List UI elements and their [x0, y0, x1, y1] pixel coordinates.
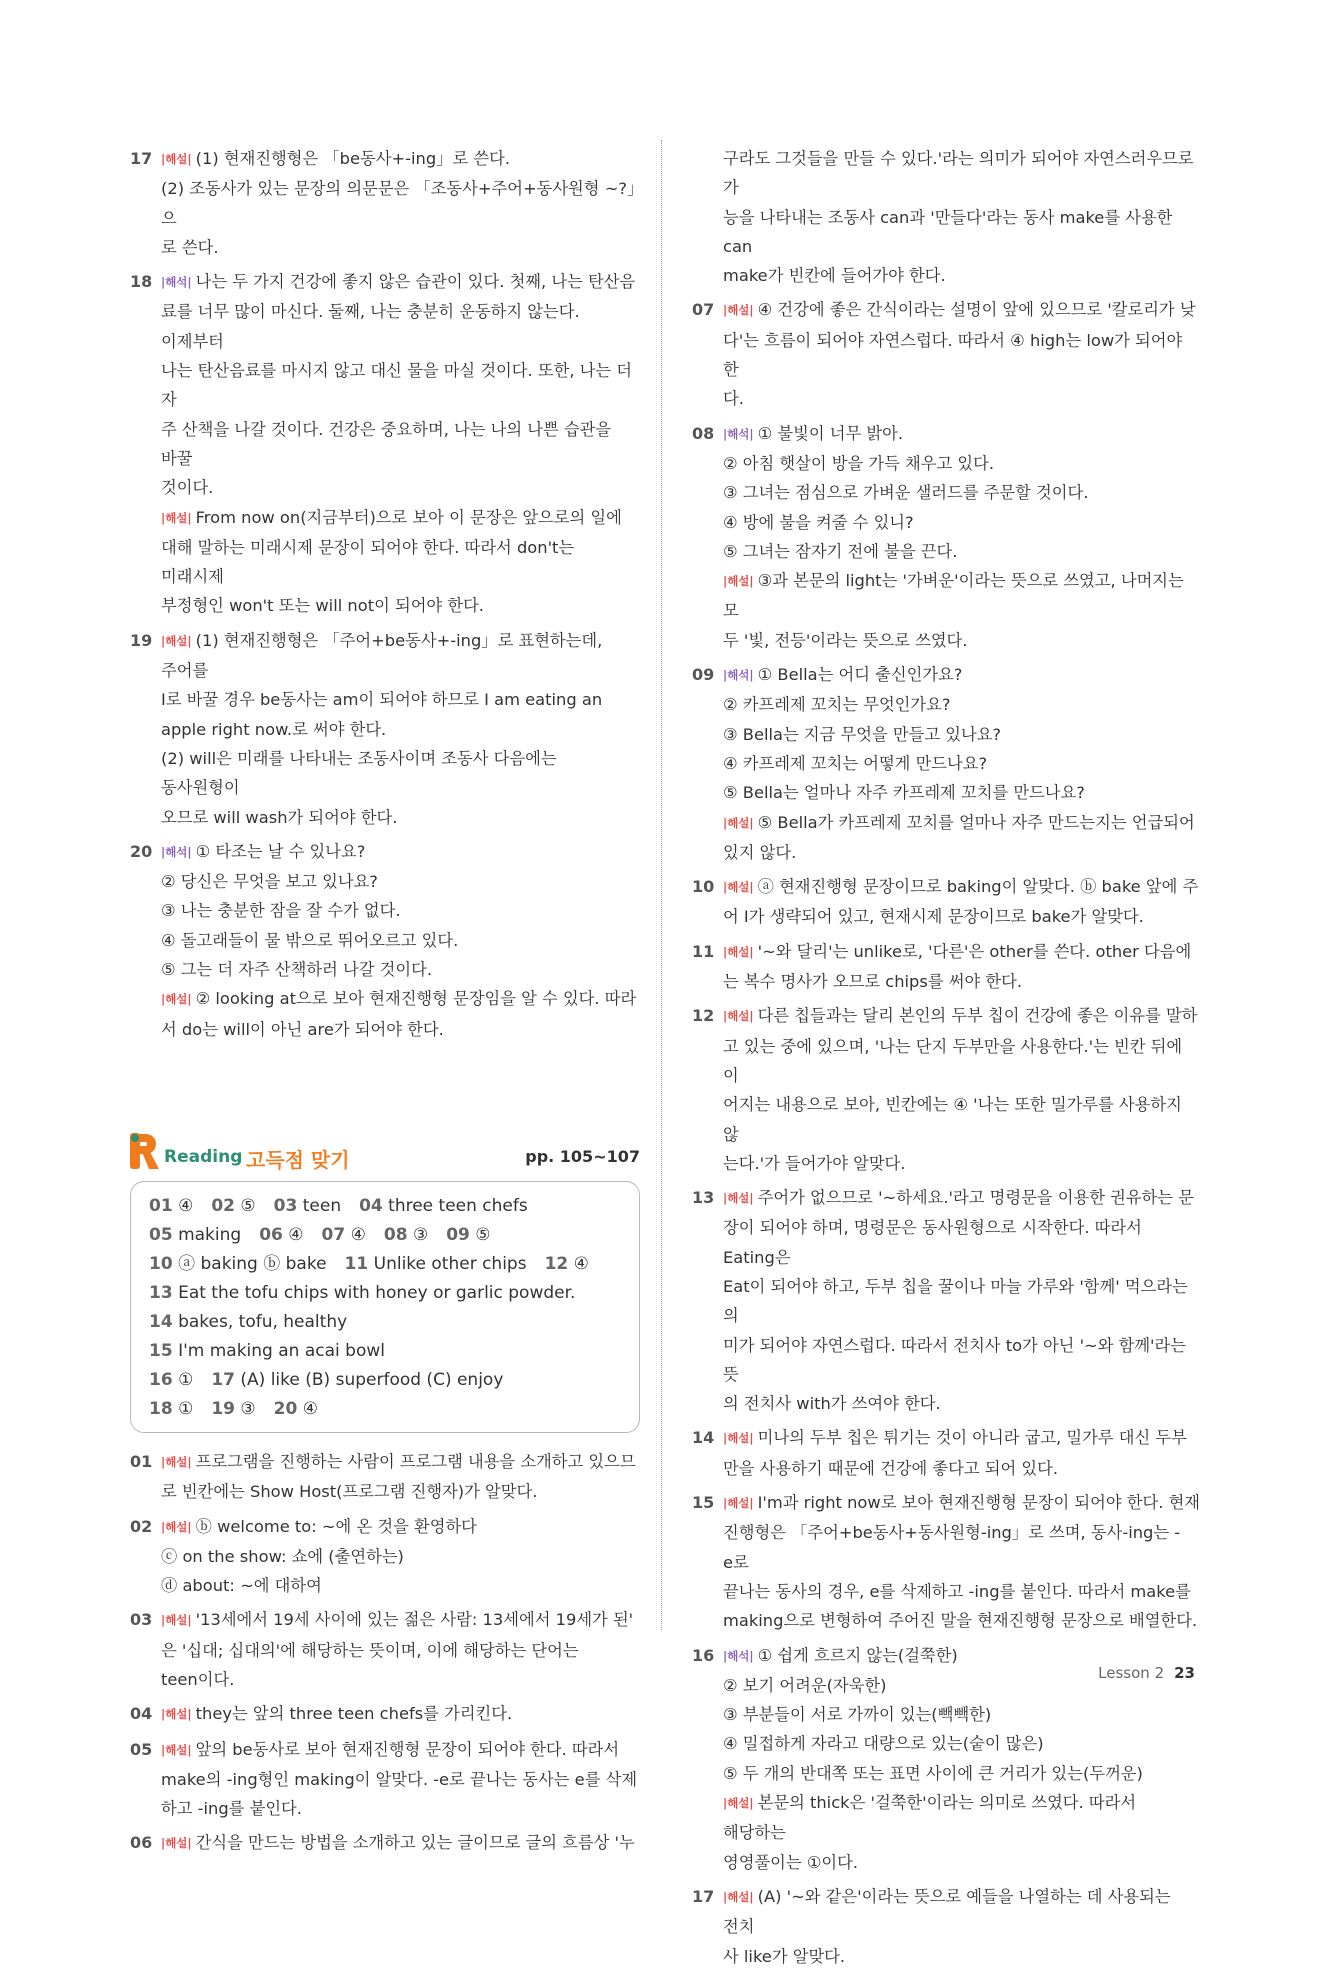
explanation-item [130, 1512, 640, 1601]
text-line [723, 1848, 1202, 1877]
text-line [723, 937, 1202, 967]
explanation-item [692, 660, 1202, 867]
text-line [723, 808, 1202, 838]
text-line [161, 744, 640, 803]
haeseol-tag: |해설| [723, 303, 754, 318]
line-text: (1) 현재진행형은 「주어+be동사+-ing」로 표현하는데, 주어를 [161, 630, 603, 681]
line-text: ⓑ welcome to: ~에 온 것을 환영하다 [195, 1516, 477, 1536]
haeseol-tag: |해설| [161, 1613, 192, 1628]
left-column [130, 144, 640, 1864]
line-text: 다. [723, 389, 744, 409]
line-text: 것이다. [161, 478, 214, 498]
line-text: 앞의 be동사로 보아 현재진행형 문장이 되어야 한다. 따라서 [195, 1739, 620, 1759]
explanation-item [130, 1447, 640, 1507]
line-text: 미가 되어야 자연스럽다. 따라서 전치사 to가 아닌 '~와 함께'라는 뜻 [723, 1335, 1186, 1384]
text-line [723, 1213, 1202, 1272]
text-line [723, 566, 1202, 626]
item-number: 08 [692, 423, 715, 443]
line-text: ④ 방에 불을 켜줄 수 있니? [723, 512, 914, 532]
line-text: ② looking at으로 보아 현재진행형 문장임을 알 수 있다. 따라 [195, 989, 637, 1009]
line-text: they는 앞의 three teen chefs를 가리킨다. [195, 1704, 513, 1724]
text-line: 구라도 그것들을 만들 수 있다.'라는 의미가 되어야 자연스러우므로 가 [723, 149, 1194, 198]
answer-value: ③ [240, 1398, 256, 1419]
text-line [161, 1636, 640, 1695]
answer-number: 01 [149, 1195, 173, 1216]
text-line [723, 1183, 1202, 1213]
text-line [161, 896, 640, 925]
text-line [161, 1699, 640, 1729]
answer-value: Eat the tofu chips with honey or garlic powder. [178, 1282, 576, 1303]
item-number: 12 [692, 1006, 715, 1026]
text-line [723, 295, 1202, 325]
line-text: ② 당신은 무엇을 보고 있나요? [161, 872, 378, 892]
text-line [723, 1272, 1202, 1331]
answer-value: ④ [573, 1253, 589, 1274]
text-line [161, 533, 640, 592]
item-number: 03 [130, 1610, 153, 1630]
answer-number: 14 [149, 1311, 173, 1332]
text-line [723, 626, 1202, 655]
text-line [161, 803, 640, 832]
explanation-item [130, 144, 640, 262]
answer-number: 11 [344, 1253, 369, 1274]
answer-number: 09 [446, 1224, 470, 1245]
haeseol-tag: |해설| [161, 510, 192, 525]
line-text: 프로그램을 진행하는 사람이 프로그램 내용을 소개하고 있으므 [195, 1451, 636, 1471]
line-text: 료를 너무 많이 마신다. 둘째, 나는 충분히 운동하지 않는다. 이제부터 [161, 302, 580, 351]
answer-value: ⑤ [475, 1224, 491, 1245]
text-line [723, 1149, 1202, 1178]
text-line [161, 1735, 640, 1765]
answer-row [149, 1250, 621, 1279]
text-line [723, 660, 1202, 690]
line-text: 간식을 만드는 방법을 소개하고 있는 글이므로 글의 흐름상 '누 [195, 1833, 635, 1853]
text-line [161, 685, 640, 714]
answer-row [149, 1395, 621, 1424]
text-line [723, 720, 1202, 749]
line-text: ④ 카프레제 꼬치는 어떻게 만드나요? [723, 753, 988, 773]
line-text: 사 like가 알맞다. [723, 1946, 846, 1966]
text-line [161, 1828, 640, 1858]
left-explanations-bottom [130, 1447, 640, 1859]
answer-number: 15 [149, 1340, 173, 1361]
line-text: ① Bella는 어디 출신인가요? [757, 665, 963, 685]
line-text: ③ 그녀는 점심으로 가벼운 샐러드를 주문할 것이다. [723, 483, 1089, 503]
explanation-item [130, 267, 640, 621]
haeseok-tag: |해석| [723, 1648, 754, 1663]
line-text: 는다.'가 들어가야 알맞다. [723, 1153, 906, 1173]
line-text: 로 쓴다. [161, 237, 219, 257]
answer-value: ④ [178, 1195, 194, 1216]
line-text: ⑤ Bella가 카프레제 꼬치를 얼마나 자주 만드는지는 언급되어 [757, 812, 1195, 832]
haeseol-tag: |해설| [723, 880, 754, 895]
text-line [723, 1001, 1202, 1031]
item-number: 05 [130, 1739, 153, 1759]
text-line [723, 537, 1202, 566]
haeseol-tag: |해설| [161, 633, 192, 648]
text-line [723, 1700, 1202, 1729]
text-line [161, 955, 640, 984]
text-line [161, 926, 640, 955]
reading-label: Reading [164, 1146, 243, 1167]
line-text: (2) 조동사가 있는 문장의 의문문은 「조동사+주어+동사원형 ~?」으 [161, 179, 636, 228]
explanation-item [130, 1735, 640, 1824]
text-line [161, 503, 640, 533]
text-line [723, 1331, 1202, 1390]
line-text: ④ 밀접하게 자라고 대량으로 있는(숱이 많은) [723, 1734, 1044, 1754]
text-line [161, 1571, 640, 1600]
column-divider [661, 140, 662, 1630]
answer-number: 18 [149, 1398, 173, 1419]
line-text: 주 산책을 나갈 것이다. 건강은 중요하며, 나는 나의 나쁜 습관을 바꿀 [161, 419, 612, 468]
answer-number: 17 [211, 1369, 235, 1390]
answer-value: ③ [412, 1224, 429, 1245]
explanation-item [130, 626, 640, 832]
answer-value: (A) like (B) superfood (C) enjoy [240, 1369, 504, 1390]
text-line [161, 233, 640, 262]
text-line [723, 449, 1202, 478]
text-line [161, 837, 640, 867]
haeseol-tag: |해설| [161, 1707, 192, 1722]
text-line [723, 1942, 1202, 1971]
text-line [723, 872, 1202, 902]
item-number: 18 [130, 272, 153, 292]
line-text: ① 쉽게 흐르지 않는(걸쭉한) [757, 1645, 958, 1665]
answer-number: 19 [211, 1398, 235, 1419]
haeseol-tag: |해설| [161, 152, 192, 166]
line-text: 로 빈칸에는 Show Host(프로그램 진행자)가 알맞다. [161, 1482, 538, 1502]
text-line [161, 1015, 640, 1044]
haeseol-tag: |해설| [723, 574, 754, 589]
haeseol-tag: |해설| [723, 815, 754, 830]
answer-number: 08 [383, 1224, 408, 1245]
item-number: 19 [130, 630, 153, 650]
explanation-item [692, 1882, 1202, 1971]
text-line [161, 1794, 640, 1823]
text-line: make가 빈칸에 들어가야 한다. [723, 266, 946, 286]
answer-value: ① [178, 1369, 194, 1390]
line-text: 있지 않다. [723, 842, 797, 862]
line-text: (A) '~와 같은'이라는 뜻으로 예들을 나열하는 데 사용되는 전치 [723, 1886, 1171, 1937]
line-text: 영영풀이는 ①이다. [723, 1852, 859, 1872]
line-text: 미나의 두부 칩은 튀기는 것이 아니라 굽고, 밀가루 대신 두부 [757, 1428, 1187, 1448]
line-text: 하고 -ing를 붙인다. [161, 1799, 302, 1819]
answer-number: 16 [149, 1369, 173, 1390]
item-number: 10 [692, 877, 715, 897]
text-line [161, 867, 640, 896]
line-text: 다'는 흐름이 되어야 자연스럽다. 따라서 ④ high는 low가 되어야 한 [723, 330, 1183, 380]
text-line [161, 144, 640, 174]
answer-row [149, 1337, 621, 1366]
line-text: 끝나는 동사의 경우, e를 삭제하고 -ing를 붙인다. 따라서 make를 [723, 1581, 1191, 1601]
text-line [723, 1389, 1202, 1418]
haeseol-tag: |해설| [723, 1889, 754, 1904]
text-line [161, 473, 640, 502]
text-line [161, 626, 640, 686]
line-text: ② 카프레제 꼬치는 무엇인가요? [723, 695, 951, 715]
explanation-item [130, 837, 640, 1044]
line-text: 는 복수 명사가 오므로 chips를 써야 한다. [723, 972, 1023, 992]
text-line [723, 384, 1202, 413]
line-text: ② 보기 어려운(자욱한) [723, 1675, 887, 1695]
lesson-label: Lesson 2 [1098, 1664, 1165, 1682]
line-text: ② 아침 햇살이 방을 가득 채우고 있다. [723, 453, 995, 473]
text-line [161, 1542, 640, 1571]
text-line [161, 415, 640, 474]
explanation-item [692, 1001, 1202, 1178]
line-text: ⑤ Bella는 얼마나 자주 카프레제 꼬치를 만드나요? [723, 783, 1085, 803]
explanation-item [692, 1183, 1202, 1418]
line-text: ④ 돌고래들이 물 밖으로 뛰어오르고 있다. [161, 930, 459, 950]
line-text: ⓓ about: ~에 대하여 [161, 1576, 322, 1596]
text-line [723, 1882, 1202, 1942]
text-line [161, 984, 640, 1014]
text-line [723, 1788, 1202, 1848]
line-text: ③ 나는 충분한 잠을 잘 수가 없다. [161, 901, 401, 921]
line-text: 고 있는 중에 있으며, '나는 단지 두부만을 사용한다.'는 빈칸 뒤에 이 [723, 1036, 1183, 1085]
haeseol-tag: |해설| [723, 1431, 754, 1446]
line-text: 대해 말하는 미래시제 문장이 되어야 한다. 따라서 don't는 미래시제 [161, 537, 575, 587]
left-explanations-top [130, 144, 640, 1044]
haeseol-tag: |해설| [161, 1836, 192, 1851]
explanation-item [692, 872, 1202, 932]
line-text: 본문의 thick은 '걸쭉한'이라는 의미로 쓰였다. 따라서 해당하는 [723, 1793, 1137, 1843]
haeseok-tag: |해석| [161, 844, 192, 859]
text-line [723, 902, 1202, 931]
text-line [161, 1447, 640, 1477]
item-number: 09 [692, 665, 715, 685]
explanation-item [692, 295, 1202, 413]
text-line [723, 508, 1202, 537]
item-number: 20 [130, 841, 153, 861]
line-text: 나는 두 가지 건강에 좋지 않은 습관이 있다. 첫째, 나는 탄산음 [195, 272, 636, 292]
text-line [161, 1477, 640, 1506]
text-line [161, 591, 640, 620]
line-text: I'm과 right now로 보아 현재진행형 문장이 되어야 한다. 현재 [757, 1493, 1201, 1513]
text-line [161, 715, 640, 744]
answer-value: ⑤ [240, 1195, 256, 1216]
answer-row [149, 1192, 621, 1221]
text-line [723, 1423, 1202, 1453]
text-line [723, 1090, 1202, 1149]
line-text: 두 '빛, 전등'이라는 뜻으로 쓰였다. [723, 630, 968, 650]
continuation-item [692, 144, 1202, 290]
answer-number: 10 [149, 1253, 173, 1274]
answer-row [149, 1308, 621, 1337]
answer-number: 05 [149, 1224, 173, 1245]
answer-row [149, 1366, 621, 1395]
reading-page-range: pp. 105~107 [525, 1146, 640, 1166]
answer-row [149, 1279, 621, 1308]
haeseol-tag: |해설| [723, 1191, 754, 1206]
line-text: 만을 사용하기 때문에 건강에 좋다고 되어 있다. [723, 1458, 1059, 1478]
line-text: I로 바꿀 경우 be동사는 am이 되어야 하므로 I am eating an [161, 690, 603, 710]
text-line [723, 1606, 1202, 1635]
haeseol-tag: |해설| [723, 1009, 754, 1024]
item-number: 11 [692, 941, 715, 961]
reading-section-header [130, 1133, 640, 1175]
line-text: ⓐ 현재진행형 문장이므로 baking이 알맞다. ⓑ bake 앞에 주 [757, 877, 1199, 897]
text-line [723, 419, 1202, 449]
line-text: (2) will은 미래를 나타내는 조동사이며 조동사 다음에는 동사원형이 [161, 748, 557, 798]
answer-value: Unlike other chips [373, 1253, 527, 1274]
line-text: ⓒ on the show: 쇼에 (출연하는) [161, 1546, 404, 1566]
answer-value: ④ [288, 1224, 304, 1245]
item-number: 16 [692, 1645, 715, 1665]
explanation-item [692, 1423, 1202, 1483]
item-number: 07 [692, 300, 715, 320]
line-text: making으로 변형하여 주어진 말을 현재진행형 문장으로 배열한다. [723, 1611, 1198, 1631]
haeseok-tag: |해석| [161, 275, 192, 290]
haeseok-tag: |해석| [723, 668, 754, 683]
line-text: ① 타조는 날 수 있나요? [195, 841, 366, 861]
text-line [161, 297, 640, 356]
explanation-item [692, 937, 1202, 997]
answer-value: teen [302, 1195, 342, 1216]
line-text: ③ Bella는 지금 무엇을 만들고 있나요? [723, 724, 1002, 744]
text-line [723, 1577, 1202, 1606]
line-text: ④ 건강에 좋은 간식이라는 설명이 앞에 있으므로 '칼로리가 낮 [757, 300, 1196, 320]
answer-value: I'm making an acai bowl [178, 1340, 385, 1361]
item-number: 17 [130, 149, 153, 168]
haeseol-tag: |해설| [161, 1519, 192, 1534]
line-text: '13세에서 19세 사이에 있는 젊은 사람: 13세에서 19세가 된' [195, 1610, 634, 1630]
item-number: 15 [692, 1493, 715, 1513]
answer-key-box [130, 1181, 640, 1433]
item-number: 01 [130, 1451, 153, 1471]
item-number: 17 [692, 1886, 715, 1906]
line-text: 부정형인 won't 또는 will not이 되어야 한다. [161, 596, 484, 616]
line-text: ③과 본문의 light는 '가벼운'이라는 뜻으로 쓰였고, 나머지는 모 [723, 571, 1184, 621]
explanation-item [130, 1605, 640, 1694]
line-text: 서 do는 will이 아닌 are가 되어야 한다. [161, 1019, 444, 1039]
answer-value: ⓐ baking ⓑ bake [178, 1253, 327, 1274]
text-line [723, 1454, 1202, 1483]
haeseol-tag: |해설| [723, 1496, 754, 1511]
text-line [161, 1512, 640, 1542]
haeseol-tag: |해설| [161, 992, 192, 1007]
text-line [723, 1759, 1202, 1788]
page-number: 23 [1174, 1664, 1195, 1682]
text-line [161, 1765, 640, 1794]
answer-number: 06 [259, 1224, 283, 1245]
line-text: From now on(지금부터)으로 보아 이 문장은 앞으로의 일에 [195, 507, 622, 527]
explanation-item [692, 1488, 1202, 1635]
line-text: ⑤ 그녀는 잠자기 전에 불을 끈다. [723, 541, 958, 561]
haeseol-tag: |해설| [161, 1454, 192, 1469]
answer-value: ④ [302, 1398, 318, 1419]
text-line [723, 326, 1202, 385]
reading-logo-icon [130, 1133, 160, 1169]
explanation-item [130, 1699, 640, 1729]
text-line [723, 478, 1202, 507]
answer-number: 13 [149, 1282, 173, 1303]
line-text: ③ 부분들이 서로 가까이 있는(빽빽한) [723, 1705, 992, 1725]
continuation-text [692, 144, 1202, 290]
text-line [161, 267, 640, 297]
answer-value: ④ [350, 1224, 366, 1245]
answer-number: 07 [321, 1224, 346, 1245]
page-footer [1098, 1664, 1195, 1682]
text-line [723, 1032, 1202, 1091]
item-number: 13 [692, 1188, 715, 1208]
line-text: make의 -ing형인 making이 알맞다. -e로 끝나는 동사는 e를 삭제 [161, 1769, 638, 1789]
line-text: 장이 되어야 하며, 명령문은 동사원형으로 시작한다. 따라서 Eating은 [723, 1218, 1142, 1267]
text-line [723, 690, 1202, 719]
answer-number: 20 [273, 1398, 298, 1419]
answer-value: three teen chefs [388, 1195, 528, 1216]
answer-number: 02 [211, 1195, 235, 1216]
text-line [161, 1605, 640, 1635]
line-text: 나는 탄산음료를 마시지 않고 대신 물을 마실 것이다. 또한, 나는 더 자 [161, 361, 633, 410]
line-text: 의 전치사 with가 쓰여야 한다. [723, 1394, 941, 1414]
item-number: 14 [692, 1428, 715, 1448]
text-line [161, 356, 640, 415]
text-line [723, 838, 1202, 867]
line-text: 어지는 내용으로 보아, 빈칸에는 ④ '나는 또한 밀가루를 사용하지 않 [723, 1095, 1182, 1144]
line-text: 은 '십대; 십대의'에 해당하는 뜻이며, 이에 해당하는 단어는 teen이다. [161, 1640, 579, 1689]
line-text: ⑤ 그는 더 자주 산책하러 나갈 것이다. [161, 960, 433, 980]
text-line [723, 778, 1202, 807]
text-line [723, 1488, 1202, 1518]
line-text: ① 불빛이 너무 밝아. [757, 423, 904, 443]
haeseol-tag: |해설| [161, 1742, 192, 1757]
right-column [692, 144, 1202, 1976]
text-line [723, 967, 1202, 996]
line-text: (1) 현재진행형은 「be동사+-ing」로 쓴다. [195, 149, 511, 168]
line-text: 다른 칩들과는 달리 본인의 두부 칩이 건강에 좋은 이유를 말하 [757, 1006, 1198, 1026]
text-line [723, 1518, 1202, 1577]
answer-number: 03 [273, 1195, 298, 1216]
line-text: 오므로 will wash가 되어야 한다. [161, 807, 398, 827]
text-line [723, 749, 1202, 778]
right-explanations [692, 295, 1202, 1970]
text-line: 능을 나타내는 조동사 can과 '만들다'라는 동사 make를 사용한 can [723, 207, 1173, 256]
answer-number: 12 [544, 1253, 569, 1274]
item-number: 06 [130, 1833, 153, 1853]
item-number: 02 [130, 1516, 153, 1536]
haeseol-tag: |해설| [723, 944, 754, 959]
text-line [723, 1729, 1202, 1758]
line-text: Eat이 되어야 하고, 두부 칩을 꿀이나 마늘 가루와 '함께' 먹으라는 의 [723, 1276, 1188, 1326]
line-text: '~와 달리'는 unlike로, '다른'은 other를 쓴다. other 다음에 [757, 941, 1192, 961]
answer-value: ① [178, 1398, 194, 1419]
reading-section-title: 고득점 맞기 [246, 1147, 350, 1172]
answer-value: making [178, 1224, 242, 1245]
text-line [161, 174, 640, 233]
line-text: apple right now.로 써야 한다. [161, 719, 387, 739]
answer-value: bakes, tofu, healthy [178, 1311, 348, 1332]
haeseol-tag: |해설| [723, 1796, 754, 1811]
line-text: 주어가 없으므로 '~하세요.'라고 명령문을 이용한 권유하는 문 [757, 1188, 1194, 1208]
explanation-item [692, 419, 1202, 655]
answer-number: 04 [359, 1195, 383, 1216]
answer-row [149, 1221, 621, 1250]
line-text: ⑤ 두 개의 반대쪽 또는 표면 사이에 큰 거리가 있는(두꺼운) [723, 1763, 1143, 1783]
explanation-item [130, 1828, 640, 1858]
line-text: 어 I가 생략되어 있고, 현재시제 문장이므로 bake가 알맞다. [723, 907, 1144, 927]
item-number: 04 [130, 1704, 153, 1724]
line-text: 진행형은 「주어+be동사+동사원형-ing」로 쓰며, 동사-ing는 -e로 [723, 1523, 1181, 1572]
haeseok-tag: |해석| [723, 426, 754, 441]
